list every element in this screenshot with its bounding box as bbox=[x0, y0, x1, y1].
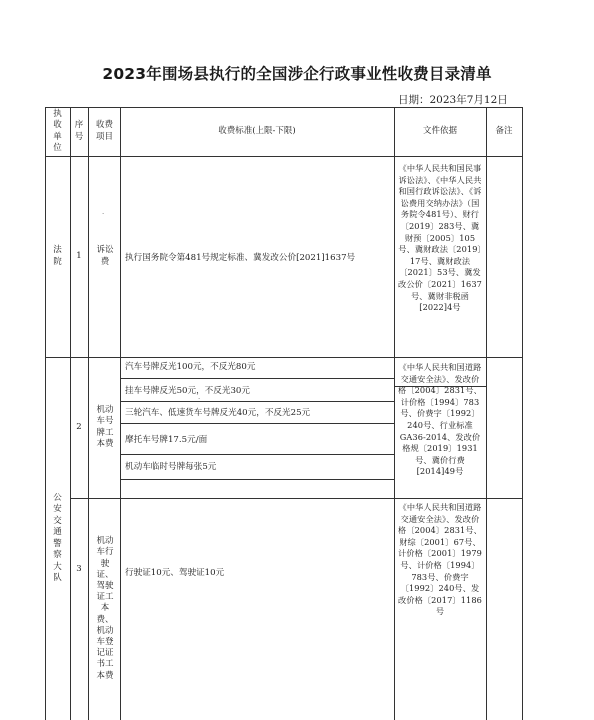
row2-basis: 《中华人民共和国道路交通安全法》、发改价格〔2004〕2831号、计价格〔1994〕783号、价费字〔1992〕240号、行业标准GA36-2014、发改价格规〔2019〕1931号、冀价行费[2014]49号 bbox=[398, 362, 482, 477]
row3-item: 机动车行驶证、驾驶证工本费、机动车登记证书工本费 bbox=[96, 536, 114, 681]
row1-basis: 《中华人民共和国民事诉讼法》、《中华人民共和国行政诉讼法》、《诉讼费用交纳办法》（国务院令481号）、财行〔2019〕283号、冀财预〔2005〕105号、冀财政法〔2019〕17号、冀财政法〔2021〕53号、冀发改公价〔2021〕1637号、冀财非税函[2022]4号 bbox=[398, 163, 482, 313]
mark-dot: · bbox=[102, 210, 105, 218]
row2-standard-5: 机动车临时号牌每张5元 bbox=[125, 462, 217, 472]
header-unit: 执 收 单 位 bbox=[53, 108, 62, 153]
page-title: 2023年围场县执行的全国涉企行政事业性收费目录清单 bbox=[102, 65, 492, 83]
unit-police: 公 安 交 通 警 察 大 队 bbox=[53, 492, 62, 583]
row2-standard-1: 汽车号牌反光100元，不反光80元 bbox=[125, 362, 256, 372]
header-seq: 序 号 bbox=[74, 120, 84, 142]
header-remarks: 备注 bbox=[495, 125, 513, 136]
row1-standard: 执行国务院令第481号规定标准、冀发改公价[2021]1637号 bbox=[125, 253, 356, 263]
row3-standard: 行驶证10元、驾驶证10元 bbox=[125, 568, 225, 578]
row2-standard-2: 挂车号牌反光50元，不反光30元 bbox=[125, 386, 250, 396]
row1-unit: 法 院 bbox=[53, 245, 62, 267]
header-standard: 收费标准(上限-下限) bbox=[218, 125, 296, 136]
mark-dot: · bbox=[198, 395, 201, 403]
header-basis: 文件依据 bbox=[422, 125, 457, 136]
date-label: 日期：2023年7月12日 bbox=[398, 94, 508, 106]
row2-standard-3: 三轮汽车、低速货车号牌反光40元，不反光25元 bbox=[125, 408, 311, 418]
row1-seq: 1 bbox=[76, 250, 82, 261]
row1-item: 诉讼费 bbox=[96, 245, 114, 267]
header-item: 收费项目 bbox=[95, 120, 113, 142]
row2-item: 机动车号牌工本费 bbox=[96, 405, 114, 449]
fee-table bbox=[45, 107, 523, 720]
row3-basis: 《中华人民共和国道路交通安全法》、发改价格〔2004〕2831号、财综〔2001〕67号、计价格〔2001〕1979号、计价格〔1994〕783号、价费字〔1992〕240号、发改价格〔2017〕1186号 bbox=[398, 502, 482, 617]
row2-standard-4: 摩托车号牌17.5元/面 bbox=[125, 435, 208, 445]
row2-seq: 2 bbox=[76, 421, 82, 432]
row3-seq: 3 bbox=[76, 564, 82, 575]
